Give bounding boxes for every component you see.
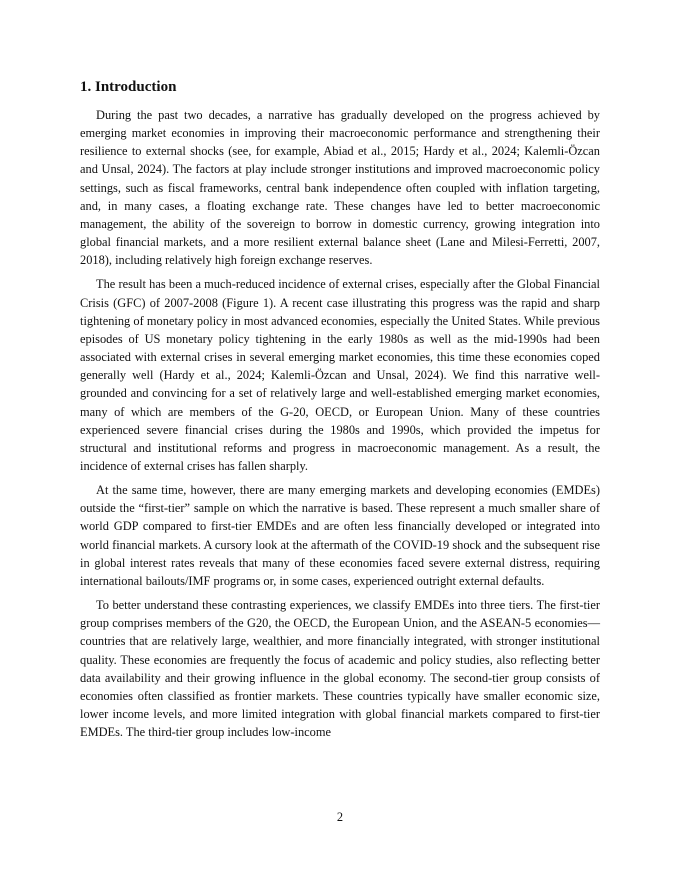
section-heading: 1. Introduction bbox=[80, 79, 177, 95]
page-number: 2 bbox=[336, 810, 344, 824]
paragraph-1: During the past two decades, a narrative has gradually developed on the progress achieved by emerging market economies in improving their macroeconomic performance and strengthening their resilience to external shocks (see, for example, Abiad et al., 2015; Hardy et al., 2024; Kalemli-Özcan and Unsal, 2024). The factors at play include stronger institutions and improved macroeconomic policy settings, such as fiscal frameworks, central bank independence often coupled with inflation targeting, and, in many cases, a floating exchange rate. These changes have led to better macroeconomic management, the ability of the sovereign to borrow in domestic currency, growing integration into global financial markets, and a more resilient external balance sheet (Lane and Milesi-Ferretti, 2007, 2018), including relatively high foreign exchange reserves. bbox=[80, 108, 600, 268]
paragraph-4: To better understand these contrasting experiences, we classify EMDEs into three tiers. The first-tier group comprises members of the G20, the OECD, the European Union, and the ASEAN-5 economies—countries that are relatively large, wealthier, and more financially integrated, with stronger institutional quality. These economies are frequently the focus of academic and policy studies, also reflecting better data availability and their growing influence in the global economy. The second-tier group consists of economies often classified as frontier markets. These countries typically have smaller economic size, lower income levels, and more limited integration with global financial markets compared to first-tier EMDEs. The third-tier group includes low-income bbox=[80, 598, 600, 740]
body-text bbox=[80, 106, 600, 747]
paragraph-2: The result has been a much-reduced incidence of external crises, especially after the Global Financial Crisis (GFC) of 2007-2008 (Figure 1). A recent case illustrating this progress was the rapid and sharp tightening of monetary policy in most advanced economies, especially the United States. While previous episodes of US monetary policy tightening in the early 1980s as well as the mid-1990s had been associated with external crises in several emerging market economies, this time these economies coped generally well (Hardy et al., 2024; Kalemli-Özcan and Unsal, 2024). We find this narrative well-grounded and convincing for a set of relatively large and well-established emerging market economies, many of which are members of the G-20, OECD, or European Union. Many of these countries experienced severe financial crises during the 1980s and 1990s, which provided the impetus for structural and institutional reforms and progress in macroeconomic management. As a result, the incidence of external crises has fallen sharply. bbox=[80, 277, 600, 473]
paragraph-3: At the same time, however, there are many emerging markets and developing economies (EMDEs) outside the “first-tier” sample on which the narrative is based. These represent a much smaller share of world GDP compared to first-tier EMDEs and are often less financially developed or integrated into world financial markets. A cursory look at the aftermath of the COVID-19 shock and the subsequent rise in global interest rates reveals that many of these economies faced severe external distress, requiring international bailouts/IMF programs or, in some cases, experienced outright external defaults. bbox=[80, 483, 600, 588]
